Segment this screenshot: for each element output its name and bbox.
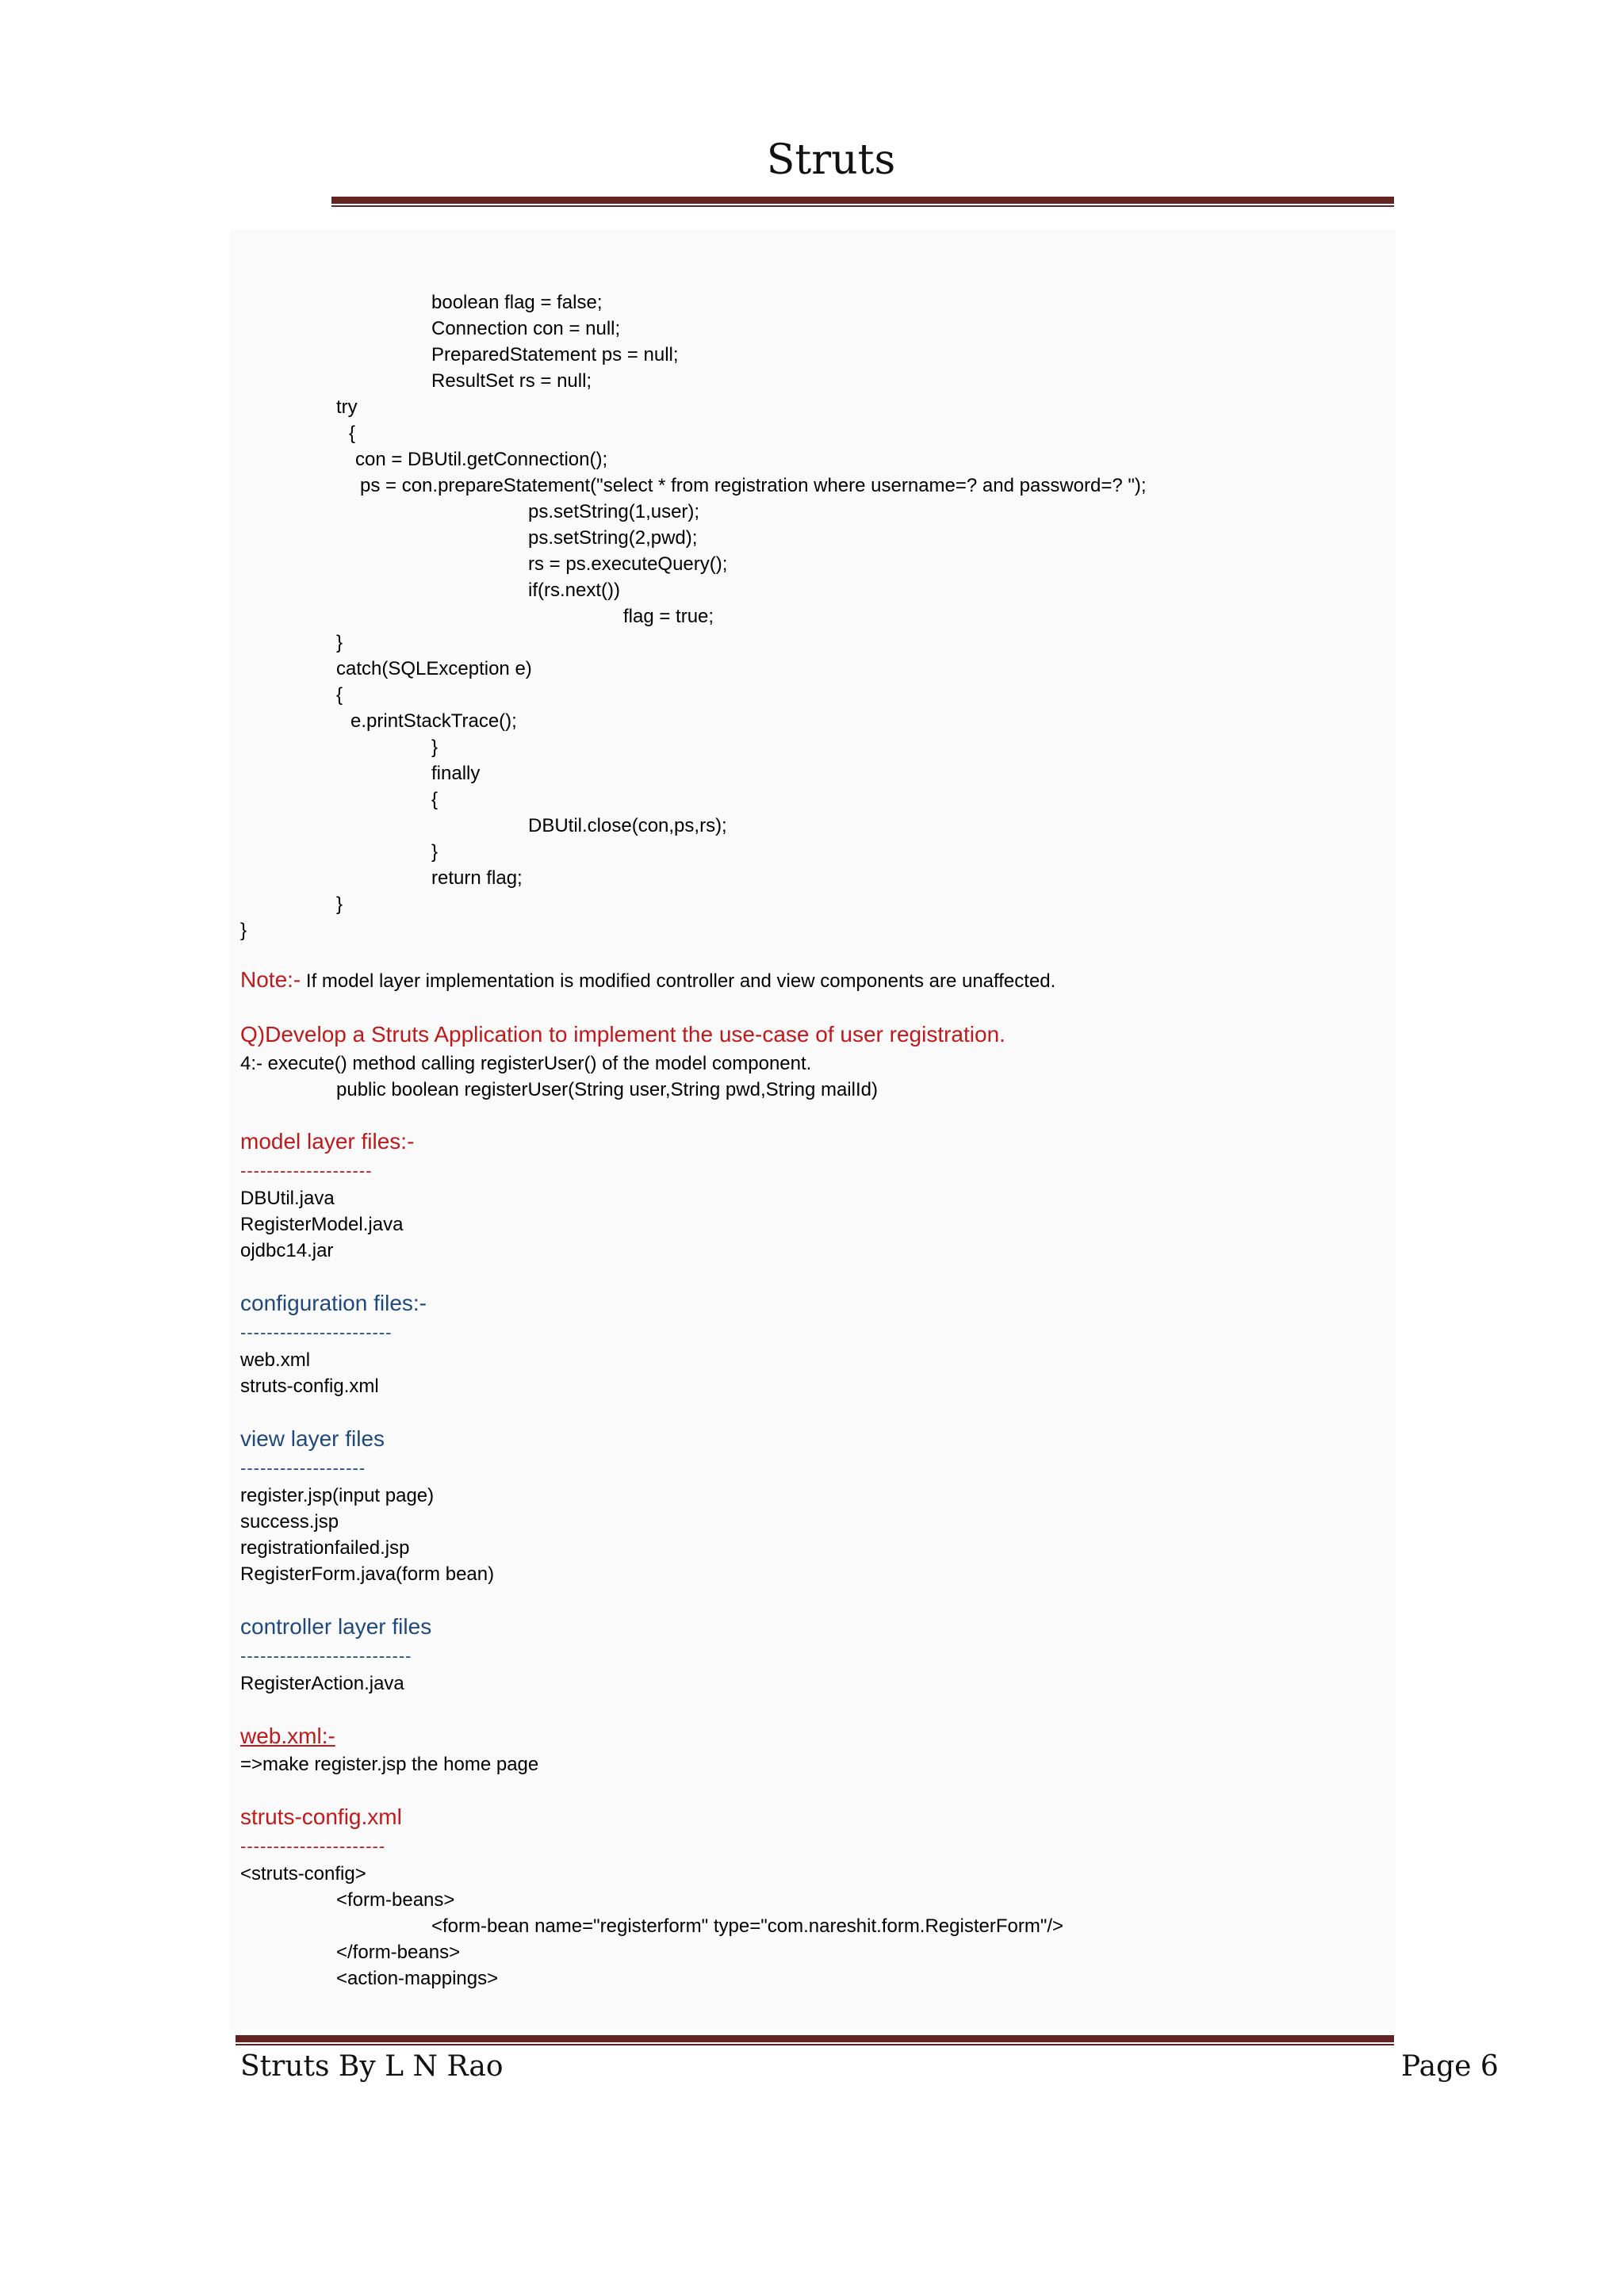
- file-item: RegisterAction.java: [240, 1673, 404, 1694]
- code-line: con = DBUtil.getConnection();: [355, 449, 608, 470]
- code-line: try: [336, 396, 358, 418]
- web-xml-heading: web.xml:-: [240, 1724, 335, 1748]
- controller-layer-underline: --------------------------: [240, 1646, 412, 1666]
- code-line: if(rs.next()): [528, 580, 620, 601]
- view-layer-heading: view layer files: [240, 1426, 385, 1451]
- code-line: ResultSet rs = null;: [431, 370, 592, 392]
- footer-rule-thick: [236, 2035, 1394, 2042]
- footer-page-number: Page 6: [1401, 2050, 1499, 2083]
- question-signature: public boolean registerUser(String user,String pwd,String mailId): [336, 1079, 878, 1100]
- xml-line: <action-mappings>: [336, 1968, 499, 1989]
- header-rule-thick: [331, 197, 1394, 204]
- code-line: DBUtil.close(con,ps,rs);: [528, 815, 727, 836]
- code-line: }: [240, 920, 247, 941]
- code-line: rs = ps.executeQuery();: [528, 553, 728, 575]
- note-paragraph: [240, 966, 1055, 996]
- config-files-heading: configuration files:-: [240, 1291, 427, 1315]
- code-line: {: [431, 789, 439, 810]
- struts-config-heading: struts-config.xml: [240, 1804, 402, 1829]
- code-line: boolean flag = false;: [431, 292, 603, 313]
- header-rule-thin: [331, 205, 1394, 207]
- code-line: Connection con = null;: [431, 318, 621, 339]
- file-item: ojdbc14.jar: [240, 1240, 334, 1261]
- page-header-title: Struts: [766, 136, 896, 184]
- code-line: ps.setString(1,user);: [528, 501, 700, 522]
- xml-line: </form-beans>: [336, 1942, 461, 1963]
- note-text: If model layer implementation is modified controller and view components are unaffected.: [301, 970, 1056, 992]
- note-label: Note:-: [240, 967, 301, 992]
- model-layer-heading: model layer files:-: [240, 1129, 415, 1154]
- code-line: {: [349, 423, 356, 444]
- file-item: registrationfailed.jsp: [240, 1537, 410, 1559]
- xml-line: <form-bean name="registerform" type="com.nareshit.form.RegisterForm"/>: [431, 1915, 1064, 1937]
- struts-config-underline: ----------------------: [240, 1836, 386, 1856]
- config-files-underline: -----------------------: [240, 1322, 393, 1342]
- footer-author: Struts By L N Rao: [240, 2050, 504, 2083]
- file-item: struts-config.xml: [240, 1376, 379, 1397]
- question-title: Q)Develop a Struts Application to implement the use-case of user registration.: [240, 1022, 1005, 1047]
- file-item: RegisterForm.java(form bean): [240, 1563, 495, 1585]
- controller-layer-heading: controller layer files: [240, 1614, 432, 1639]
- web-xml-text: =>make register.jsp the home page: [240, 1754, 539, 1775]
- code-line: finally: [431, 763, 481, 784]
- view-layer-underline: -------------------: [240, 1458, 366, 1478]
- code-line: }: [336, 632, 343, 653]
- file-item: RegisterModel.java: [240, 1214, 404, 1235]
- code-line: }: [431, 841, 439, 863]
- file-item: success.jsp: [240, 1511, 339, 1533]
- code-line: }: [431, 737, 439, 758]
- code-line: e.printStackTrace();: [350, 710, 517, 732]
- code-line: ps = con.prepareStatement("select * from registration where username=? and password=? ");: [360, 475, 1147, 496]
- xml-line: <struts-config>: [240, 1863, 366, 1885]
- file-item: register.jsp(input page): [240, 1485, 435, 1506]
- code-line: PreparedStatement ps = null;: [431, 344, 679, 365]
- code-line: return flag;: [431, 867, 523, 889]
- code-line: catch(SQLException e): [336, 658, 532, 679]
- file-item: DBUtil.java: [240, 1188, 335, 1209]
- code-line: }: [336, 894, 343, 915]
- code-line: flag = true;: [623, 606, 714, 627]
- xml-line: <form-beans>: [336, 1889, 455, 1911]
- model-layer-underline: --------------------: [240, 1161, 373, 1181]
- question-line: 4:- execute() method calling registerUser() of the model component.: [240, 1053, 812, 1074]
- footer-rule-thin: [236, 2044, 1394, 2045]
- file-item: web.xml: [240, 1349, 311, 1371]
- code-line: ps.setString(2,pwd);: [528, 527, 698, 549]
- code-line: {: [336, 684, 343, 706]
